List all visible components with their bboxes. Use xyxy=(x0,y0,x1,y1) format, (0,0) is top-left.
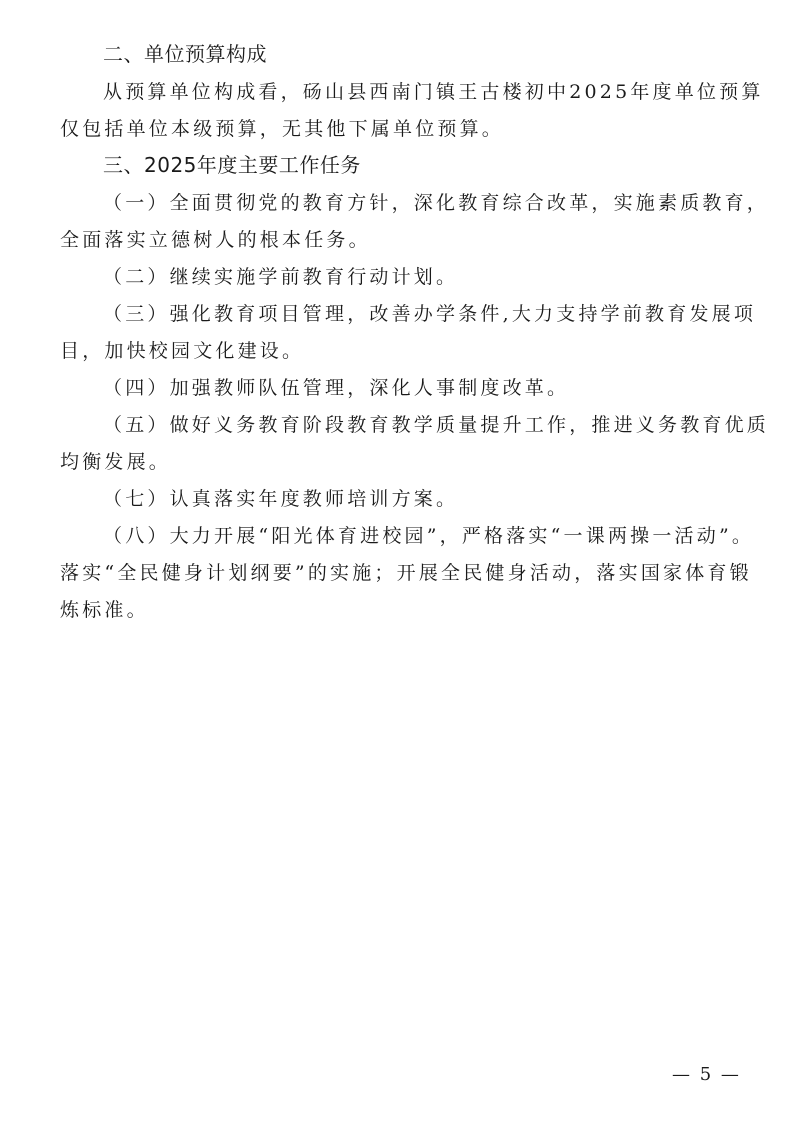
task-item-4-line: （四）加强教师队伍管理，深化人事制度改革。 xyxy=(103,377,570,399)
task-item-1-line: 全面落实立德树人的根本任务。 xyxy=(60,229,371,251)
task-item-2-line: （二）继续实施学前教育行动计划。 xyxy=(103,266,459,288)
task-item-3-line: 目，加快校园文化建设。 xyxy=(60,340,305,362)
task-item-5-line: 均衡发展。 xyxy=(60,451,172,473)
section-heading-main-tasks: 三、2025年度主要工作任务 xyxy=(103,153,361,177)
paragraph-line: 从预算单位构成看，砀山县西南门镇王古楼初中2025年度单位预算 xyxy=(103,81,764,103)
task-item-1-line: （一）全面贯彻党的教育方针，深化教育综合改革，实施素质教育， xyxy=(103,192,770,214)
section-heading-budget-composition: 二、单位预算构成 xyxy=(103,42,267,66)
task-item-8-line: 落实“全民健身计划纲要”的实施；开展全民健身活动，落实国家体育锻 xyxy=(60,562,752,584)
task-item-8-line: （八）大力开展“阳光体育进校园”，严格落实“一课两操一活动”。 xyxy=(103,525,755,547)
paragraph-line: 仅包括单位本级预算，无其他下属单位预算。 xyxy=(60,118,505,140)
task-item-5-line: （五）做好义务教育阶段教育教学质量提升工作，推进义务教育优质 xyxy=(103,414,770,436)
task-item-7-line: （七）认真落实年度教师培训方案。 xyxy=(103,488,459,510)
task-item-3-line: （三）强化教育项目管理，改善办学条件,大力支持学前教育发展项 xyxy=(103,303,757,325)
page-number: — 5 — xyxy=(672,1064,741,1085)
task-item-8-line: 炼标准。 xyxy=(60,599,149,621)
